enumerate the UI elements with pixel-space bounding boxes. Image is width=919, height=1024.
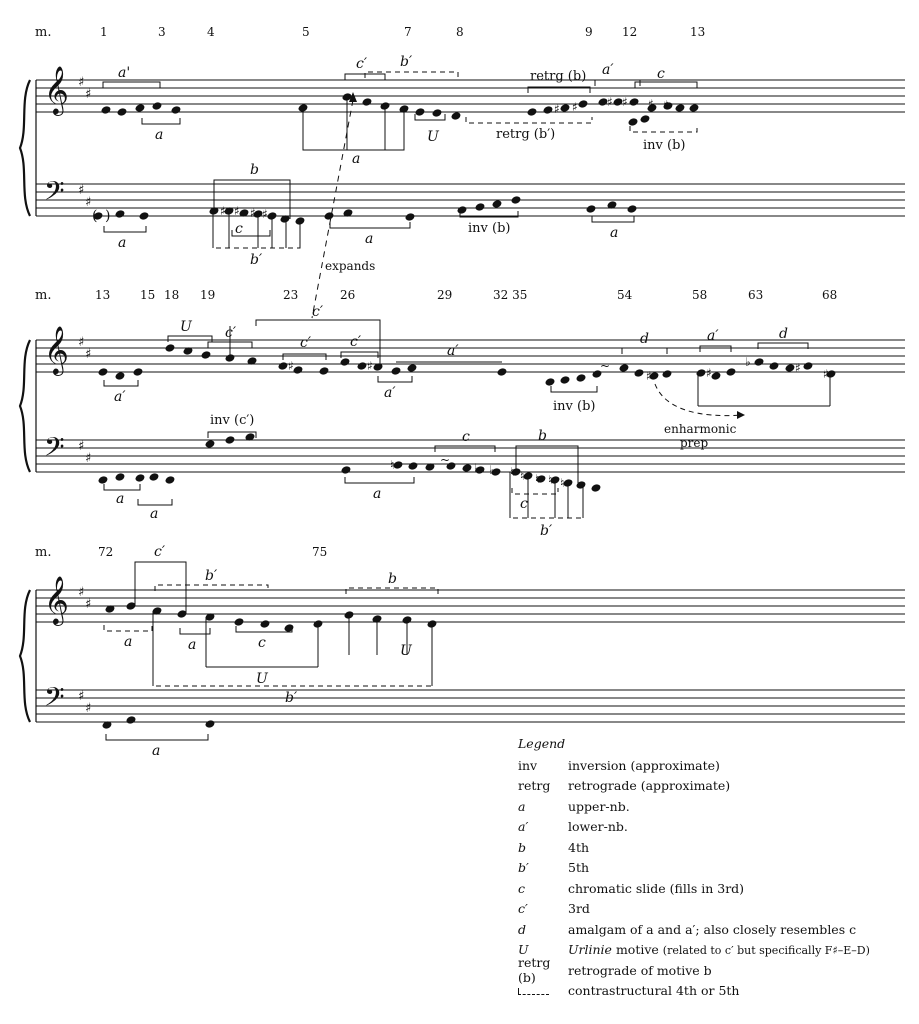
motive-bracket [168, 336, 212, 342]
expansion-dashed-line [312, 100, 356, 318]
sharp-icon: ♯ [607, 95, 613, 109]
parenthesis: ) [105, 208, 111, 224]
sharp-icon: ♯ [706, 366, 712, 380]
motive-label: U [256, 671, 268, 687]
measure-number: 72 [98, 545, 114, 559]
legend-symbol: c′ [518, 901, 528, 917]
note-head [475, 202, 486, 212]
legend-row [518, 899, 908, 920]
bass-clef-icon: 𝄢 [44, 681, 65, 719]
note-head [634, 368, 645, 378]
treble-clef-icon: 𝄞 [44, 325, 69, 374]
note-head [126, 715, 137, 725]
note-head [165, 343, 176, 353]
motive-label: a [118, 235, 127, 251]
sharp-icon: ♯ [648, 97, 654, 111]
note-head [284, 623, 295, 633]
legend-symbol: inv [518, 757, 538, 773]
motive-bracket [595, 80, 640, 86]
sharp-icon: ♯ [262, 207, 268, 221]
measure-number: 13 [690, 25, 706, 39]
note-head [629, 97, 640, 107]
legend-row [518, 878, 908, 899]
note-head [560, 103, 571, 113]
motive-label: c′ [356, 56, 368, 72]
sharp-icon: ♯ [78, 183, 85, 198]
sharp-icon: ♯ [554, 102, 560, 116]
note-head [98, 475, 109, 485]
legend-desc: inversion (approximate) [568, 757, 720, 773]
trill-icon: ~ [440, 453, 451, 467]
motive-label: c′ [350, 334, 362, 350]
note-head [341, 465, 352, 475]
legend-symbol: a [518, 798, 526, 814]
natural-icon: ♮ [560, 476, 565, 490]
note-head [451, 111, 462, 121]
sharp-icon: ♯ [288, 359, 294, 373]
measure-number: 23 [283, 288, 299, 302]
note-head [115, 209, 126, 219]
note-head [497, 367, 508, 377]
legend-desc: 4th [568, 839, 590, 855]
sharp-icon: ♯ [85, 701, 92, 716]
legend-desc: chromatic slide (fills in 3rd) [568, 880, 745, 896]
motive-label: b′ [400, 54, 413, 70]
legend-row [518, 817, 908, 838]
motive-label: c [258, 635, 266, 651]
note-head [545, 377, 556, 387]
motive-bracket [135, 562, 186, 568]
sharp-icon: ♯ [78, 689, 85, 704]
sharp-icon: ♯ [85, 87, 92, 102]
flat-icon: ♭ [474, 461, 480, 475]
motive-label: c′ [300, 335, 312, 351]
note-head [234, 617, 245, 627]
note-head [543, 105, 554, 115]
legend [518, 736, 908, 1001]
measure-label: m. [35, 25, 52, 40]
legend-row [518, 837, 908, 858]
motive-label: a′ [447, 343, 459, 359]
measure-number: 9 [585, 25, 593, 39]
motive-bracket [466, 117, 592, 123]
motive-bracket [103, 82, 160, 88]
motive-bracket [346, 588, 438, 594]
note-head [135, 473, 146, 483]
note-head [415, 107, 426, 117]
note-head [628, 117, 639, 127]
parenthesis: ( [92, 208, 98, 224]
note-head [152, 101, 163, 111]
legend-symbol: c [518, 880, 526, 896]
natural-icon: ♮ [510, 465, 515, 479]
measure-number: 19 [200, 288, 216, 302]
legend-desc: retrograde (approximate) [568, 778, 731, 794]
motive-bracket [104, 226, 146, 232]
motive-label: b′ [540, 523, 553, 539]
measure-number: 18 [164, 288, 180, 302]
motive-label: b′ [205, 568, 218, 584]
legend-desc [568, 942, 908, 957]
motive-label: inv (c′) [210, 413, 255, 428]
note-head [115, 472, 126, 482]
brace-icon [20, 340, 30, 472]
sharp-icon: ♯ [85, 347, 92, 362]
motive-bracket [142, 118, 180, 124]
legend-urlinie: Urlinie [568, 942, 612, 958]
legend-desc: contrastructural 4th or 5th [568, 983, 740, 999]
motive-label: U [427, 129, 439, 145]
sharp-icon: ♯ [78, 335, 85, 350]
note-head [627, 204, 638, 214]
motive-bracket [635, 82, 697, 88]
note-head [391, 366, 402, 376]
sharp-icon: ♯ [622, 95, 628, 109]
note-head [362, 97, 373, 107]
note-head [754, 357, 765, 367]
sharp-icon: ♯ [78, 75, 85, 90]
measure-number: 3 [158, 25, 166, 39]
motive-label: c [657, 66, 665, 82]
legend-symbol: retrg (b) [518, 955, 551, 986]
motive-label: a [155, 127, 164, 143]
motive-bracket [106, 734, 208, 740]
legend-desc: 5th [568, 860, 590, 876]
note-head [432, 108, 443, 118]
motive-label: a [188, 637, 197, 653]
note-head [357, 361, 368, 371]
motive-label: b′ [285, 690, 298, 706]
treble-clef-icon: 𝄞 [44, 65, 69, 114]
note-head [689, 103, 700, 113]
motive-bracket [138, 499, 172, 505]
note-head [101, 105, 112, 115]
note-head [324, 211, 335, 221]
motive-bracket [104, 380, 138, 386]
note-head [260, 619, 271, 629]
motive-label: a [373, 486, 382, 502]
legend-dashed-bracket-icon [518, 983, 568, 998]
motive-label: a [610, 225, 619, 241]
motive-label: c′ [225, 325, 237, 341]
note-head [139, 211, 150, 221]
note-head [576, 373, 587, 383]
legend-symbol: d [518, 921, 527, 937]
motive-label: c [520, 496, 528, 512]
measure-number: 63 [748, 288, 764, 302]
note-head [225, 435, 236, 445]
note-head [619, 363, 630, 373]
measure-number: 68 [822, 288, 838, 302]
motive-bracket [303, 144, 404, 150]
motive-label: retrg (b′) [496, 127, 556, 142]
motive-bracket [551, 386, 597, 392]
motive-label: a′ [602, 62, 614, 78]
motive-bracket [378, 376, 412, 382]
motive-label: a [152, 743, 161, 759]
note-head [293, 365, 304, 375]
note-head [117, 107, 128, 117]
note-head [527, 107, 538, 117]
motive-bracket [435, 446, 495, 452]
treble-clef-icon: 𝄞 [44, 575, 69, 624]
note-head [785, 363, 796, 373]
motive-bracket [153, 680, 432, 686]
note-head [560, 375, 571, 385]
measure-number: 7 [404, 25, 412, 39]
note-head [640, 114, 651, 124]
measure-number: 54 [617, 288, 633, 302]
motive-label: inv (b) [553, 399, 596, 414]
brace-icon [20, 80, 30, 216]
note-head [408, 461, 419, 471]
legend-symbol: retrg [518, 778, 551, 794]
measure-number: 58 [692, 288, 708, 302]
motive-label: b [250, 162, 259, 178]
motive-label: c [235, 221, 243, 237]
motive-label: a [365, 231, 374, 247]
annotation-text: expands [325, 259, 376, 273]
sharp-icon: ♯ [85, 451, 92, 466]
note-head [407, 363, 418, 373]
motive-bracket [214, 180, 290, 186]
motive-label: a′ [707, 328, 719, 344]
note-head [457, 205, 468, 215]
legend-row [518, 796, 908, 817]
motive-label: d [779, 326, 788, 342]
motive-bracket [345, 477, 414, 483]
motive-bracket [622, 348, 667, 354]
note-head [133, 367, 144, 377]
note-head [205, 719, 216, 729]
natural-icon: ♮ [390, 458, 395, 472]
measure-number: 32 35 [493, 288, 528, 302]
note-head [492, 199, 503, 209]
measure-number: 26 [340, 288, 356, 302]
note-head [711, 371, 722, 381]
flat-icon: ♭ [489, 463, 495, 477]
motive-bracket [104, 625, 152, 631]
measure-number: 1 [100, 25, 108, 39]
motive-label: U [400, 643, 412, 659]
legend-symbol: b [518, 839, 527, 855]
legend-row [518, 755, 908, 776]
flat-icon: ♭ [745, 355, 751, 369]
measure-number: 75 [312, 545, 328, 559]
note-head [769, 361, 780, 371]
note-head [576, 480, 587, 490]
sharp-icon: ♯ [823, 367, 829, 381]
sharp-icon: ♯ [85, 597, 92, 612]
note-head [171, 105, 182, 115]
natural-icon: ♮ [548, 473, 553, 487]
legend-desc: amalgam of a and a′; also closely resembles c [568, 921, 857, 937]
sharp-icon: ♯ [78, 585, 85, 600]
legend-desc: upper-nb. [568, 798, 630, 814]
sharp-icon: ♯ [795, 361, 801, 375]
note-head [319, 366, 330, 376]
legend-row [518, 940, 908, 961]
legend-row [518, 955, 908, 986]
sharp-icon: ♯ [646, 369, 652, 383]
measure-label: m. [35, 288, 52, 303]
motive-bracket [365, 72, 458, 78]
note-head [165, 475, 176, 485]
motive-bracket [341, 352, 378, 358]
measure-number: 29 [437, 288, 453, 302]
legend-desc: retrograde of motive b [568, 962, 712, 978]
motive-bracket [256, 320, 380, 326]
sharp-icon: ♯ [367, 359, 373, 373]
motive-label: retrg (b) [530, 69, 587, 84]
note-head [591, 483, 602, 493]
motive-label: c′ [154, 544, 166, 560]
motive-bracket [592, 216, 634, 222]
note-head [662, 369, 673, 379]
bass-clef-icon: 𝄢 [44, 175, 65, 213]
motive-bracket [700, 346, 731, 352]
note-head [201, 350, 212, 360]
note-head [726, 367, 737, 377]
motive-label: b [388, 571, 397, 587]
note-head [803, 361, 814, 371]
sharp-icon: ♯ [250, 206, 256, 220]
motive-label: b′ [250, 252, 263, 268]
motive-label: c [462, 429, 470, 445]
note-head [511, 195, 522, 205]
natural-icon: ♮ [520, 469, 525, 483]
note-head [149, 472, 160, 482]
note-head [205, 439, 216, 449]
motive-bracket [630, 126, 697, 132]
note-head [340, 357, 351, 367]
motive-label: a [352, 151, 361, 167]
measure-number: 4 [207, 25, 215, 39]
annotation-text: enharmonic [664, 422, 737, 436]
motive-label: inv (b) [468, 221, 511, 236]
legend-row [518, 858, 908, 879]
sharp-icon: ♯ [85, 195, 92, 210]
legend-row [518, 919, 908, 940]
legend-title: Legend [518, 736, 566, 751]
motive-bracket [330, 222, 410, 228]
note-head [675, 103, 686, 113]
note-head [98, 367, 109, 377]
legend-row [518, 776, 908, 797]
note-head [462, 463, 473, 473]
note-head [135, 103, 146, 113]
sharp-icon: ♯ [220, 204, 226, 218]
motive-label: a [150, 506, 159, 522]
motive-bracket [510, 512, 583, 518]
legend-row [518, 981, 908, 1002]
legend-symbol: a′ [518, 819, 529, 835]
motive-label: a [116, 491, 125, 507]
motive-label: a' [118, 65, 131, 81]
trill-icon: ~ [600, 359, 611, 373]
motive-bracket [512, 488, 558, 494]
legend-symbol: U [518, 942, 529, 958]
motive-bracket [516, 446, 578, 452]
measure-label: m. [35, 545, 52, 560]
measure-number: 5 [302, 25, 310, 39]
legend-symbol: b′ [518, 860, 529, 876]
bass-clef-icon: 𝄢 [44, 431, 65, 469]
note-head [405, 212, 416, 222]
motive-label: b [538, 428, 547, 444]
legend-note: (related to c′ but specifically F♯–E–D) [662, 944, 870, 958]
note-head [115, 371, 126, 381]
note-head [578, 99, 589, 109]
sharp-icon: ♯ [572, 100, 578, 114]
measure-number: 13 [95, 288, 111, 302]
motive-bracket [213, 242, 300, 248]
measure-number: 8 [456, 25, 464, 39]
motive-label: a′ [114, 389, 126, 405]
sharp-icon: ♯ [234, 204, 240, 218]
motive-label: c′ [312, 304, 324, 320]
motive-label: d [640, 331, 649, 347]
sharp-icon: ♯ [663, 98, 669, 112]
motive-label: inv (b) [643, 138, 686, 153]
legend-desc: 3rd [568, 901, 590, 917]
sharp-icon: ♯ [78, 439, 85, 454]
note-head [586, 204, 597, 214]
natural-icon: ♮ [535, 472, 540, 486]
note-head [278, 361, 289, 371]
arrow-head-icon [737, 411, 745, 419]
motive-label: a [124, 634, 133, 650]
motive-label: a′ [384, 385, 396, 401]
annotation-text: prep [680, 436, 709, 450]
measure-number: 15 [140, 288, 156, 302]
legend-desc: lower-nb. [568, 819, 628, 835]
brace-icon [20, 590, 30, 722]
motive-label: U [180, 319, 192, 335]
note-head [696, 368, 707, 378]
legend-motive: motive [615, 942, 659, 958]
motive-bracket [104, 484, 140, 490]
measure-number: 12 [622, 25, 638, 39]
